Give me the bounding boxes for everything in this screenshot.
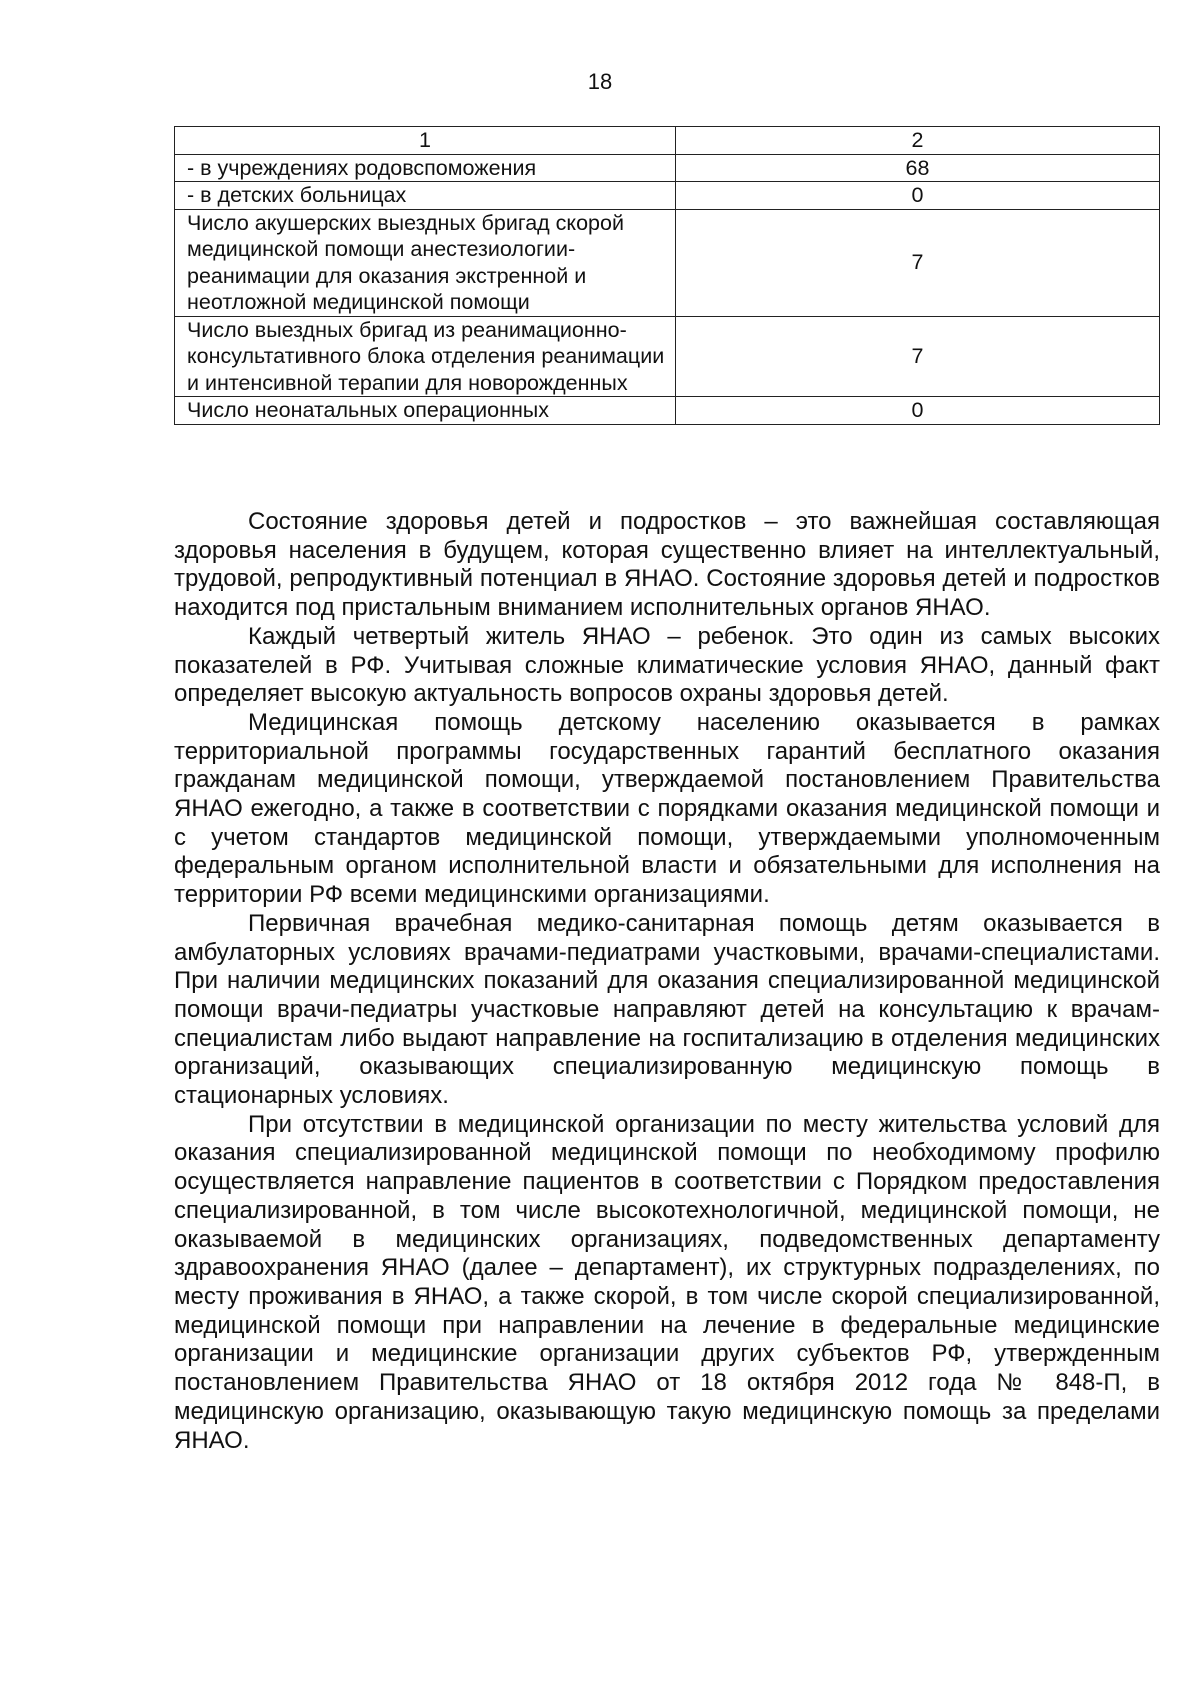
column-number-1: 1 [175, 127, 676, 155]
row-label: Число неонатальных операционных [175, 397, 676, 425]
row-value: 7 [676, 209, 1160, 316]
row-value: 0 [676, 182, 1160, 210]
table-header-row [175, 127, 1160, 155]
paragraph-referral-procedure: При отсутствии в медицинской организации по месту жительства условий для оказания специализированной медицинской помощи по необходимому профилю осуществляется направление пациентов в соответствии с Порядком предоставления специализированной, в том числе высокотехнологичной, медицинской помощи, не оказываемой в медицинских организациях, подведомственных департаменту здравоохранения ЯНАО (далее – департамент), их структурных подразделениях, по месту проживания в ЯНАО, а также скорой, в том числе скорой специализированной, медицинской помощи при направлении на лечение в федеральные медицинские организации и медицинские организации других субъектов РФ, утвержденным постановлением Правительства ЯНАО от 18 октября 2012 года № 848-П, в медицинскую организацию, оказывающую такую медицинскую помощь за пределами ЯНАО. [174, 1110, 1160, 1454]
row-label: - в учреждениях родовспоможения [175, 154, 676, 182]
row-label: Число акушерских выездных бригад скорой медицинской помощи анестезиологии-реанимации для оказания экстренной и неотложной медицинской помощи [175, 209, 676, 316]
table-row [175, 209, 1160, 316]
row-value: 0 [676, 397, 1160, 425]
statistics-table [174, 126, 1160, 425]
row-value: 68 [676, 154, 1160, 182]
table-row [175, 154, 1160, 182]
paragraph-children-health: Состояние здоровья детей и подростков – это важнейшая составляющая здоровья населения в будущем, которая существенно влияет на интеллектуальный, трудовой, репродуктивный потенциал в ЯНАО. Состояние здоровья детей и подростков находится под пристальным вниманием исполнительных органов ЯНАО. [174, 508, 1160, 622]
table-row [175, 316, 1160, 397]
row-label: Число выездных бригад из реанимационно-консультативного блока отделения реанимации и интенсивной терапии для новорожденных [175, 316, 676, 397]
row-label: - в детских больницах [175, 182, 676, 210]
row-value: 7 [676, 316, 1160, 397]
column-number-2: 2 [676, 127, 1160, 155]
body-text [174, 508, 1160, 1455]
page-number: 18 [587, 69, 613, 94]
paragraph-territorial-program: Медицинская помощь детскому населению оказывается в рамках территориальной программы государственных гарантий бесплатного оказания гражданам медицинской помощи, утверждаемой постановлением Правительства ЯНАО ежегодно, а также в соответствии с порядками оказания медицинской помощи и с учетом стандартов медицинской помощи, утверждаемыми уполномоченным федеральным органом исполнительной власти и обязательными для исполнения на территории РФ всеми медицинскими организациями. [174, 708, 1160, 909]
table-row [175, 182, 1160, 210]
paragraph-primary-care: Первичная врачебная медико-санитарная помощь детям оказывается в амбулаторных условиях врачами-педиатрами участковыми, врачами-специалистами. При наличии медицинских показаний для оказания специализированной медицинской помощи врачи-педиатры участковые направляют детей на консультацию к врачам-специалистам либо выдают направление на госпитализацию в отделения медицинских организаций, оказывающих специализированную медицинскую помощь в стационарных условиях. [174, 909, 1160, 1110]
table-row [175, 397, 1160, 425]
paragraph-every-fourth-resident: Каждый четвертый житель ЯНАО – ребенок. Это один из самых высоких показателей в РФ. Учитывая сложные климатические условия ЯНАО, данный факт определяет высокую актуальность вопросов охраны здоровья детей. [174, 622, 1160, 708]
